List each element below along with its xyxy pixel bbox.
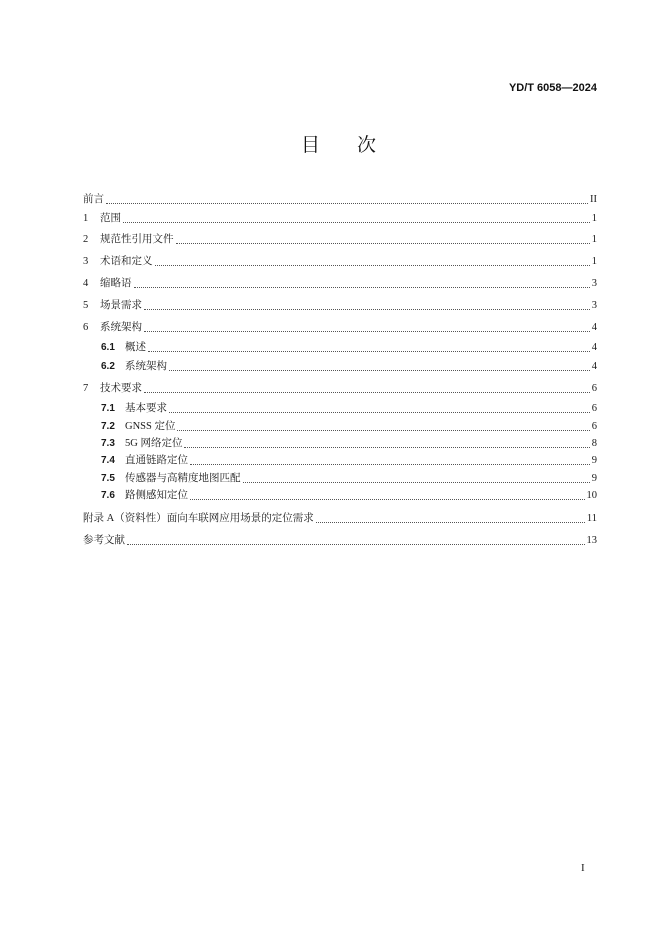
document-code: YD/T 6058—2024 <box>508 82 597 94</box>
toc-leader-dots <box>177 429 589 431</box>
toc-entry-page: 4 <box>591 342 597 353</box>
toc-entry-number: 7.5 <box>101 473 115 484</box>
toc-entry-number: 5 <box>83 300 89 311</box>
toc-entry[interactable] <box>83 193 597 207</box>
toc-leader-dots <box>123 221 590 223</box>
toc-entry-page: 4 <box>591 361 597 372</box>
toc-entry-number: 7 <box>83 383 89 394</box>
toc-entry[interactable] <box>101 360 597 374</box>
toc-entry-number: 7.1 <box>101 403 115 414</box>
toc-entry-title: 场景需求 <box>100 300 142 311</box>
toc-entry[interactable] <box>83 534 597 548</box>
toc-entry-number: 7.4 <box>101 455 115 466</box>
toc-entry-page: II <box>590 194 597 205</box>
toc-entry-page: 6 <box>591 403 597 414</box>
toc-entry[interactable] <box>101 341 597 355</box>
toc-entry-title: 技术要求 <box>100 383 142 394</box>
toc-leader-dots <box>190 498 585 500</box>
toc-entry-number: 6.1 <box>101 342 115 353</box>
toc-entry-title: 附录 A（资料性）面向车联网应用场景的定位需求 <box>83 513 314 524</box>
toc-leader-dots <box>243 481 590 483</box>
toc-entry[interactable] <box>101 437 597 451</box>
toc-entry[interactable] <box>83 233 597 247</box>
toc-leader-dots <box>144 308 590 310</box>
toc-entry-number: 7.3 <box>101 438 115 449</box>
toc-entry-number: 2 <box>83 234 89 245</box>
toc-entry-number: 4 <box>83 278 89 289</box>
toc-leader-dots <box>144 391 590 393</box>
toc-entry-number: 6.2 <box>101 361 115 372</box>
toc-leader-dots <box>184 446 589 448</box>
toc-entry-title: 传感器与高精度地图匹配 <box>125 473 241 484</box>
toc-leader-dots <box>127 543 585 545</box>
toc-entry-page: 1 <box>591 256 597 267</box>
toc-leader-dots <box>155 264 590 266</box>
toc-entry-title: 缩略语 <box>100 278 132 289</box>
toc-leader-dots <box>134 286 590 288</box>
toc-entry-title: 5G 网络定位 <box>125 438 183 449</box>
toc-entry-number: 6 <box>83 322 89 333</box>
toc-leader-dots <box>316 521 585 523</box>
toc-entry-page: 9 <box>591 455 597 466</box>
toc-entry-page: 6 <box>591 383 597 394</box>
toc-entry[interactable] <box>101 489 597 503</box>
toc-entry-title: 术语和定义 <box>100 256 153 267</box>
toc-entry-title: 系统架构 <box>100 322 142 333</box>
toc-entry-page: 1 <box>591 234 597 245</box>
toc-entry-title: GNSS 定位 <box>125 421 176 432</box>
toc-entry-page: 8 <box>591 438 597 449</box>
toc-entry-title: 范围 <box>100 213 121 224</box>
toc-entry-page: 3 <box>591 278 597 289</box>
toc-entry-title: 规范性引用文件 <box>100 234 174 245</box>
toc-entry-page: 11 <box>586 513 597 524</box>
toc-entry[interactable] <box>101 472 597 486</box>
toc-entry[interactable] <box>101 454 597 468</box>
toc-entry-title: 前言 <box>83 194 104 205</box>
toc-entry-page: 9 <box>591 473 597 484</box>
page-number: I <box>581 862 585 874</box>
toc-entry[interactable] <box>83 321 597 335</box>
toc-entry[interactable] <box>83 299 597 313</box>
toc-entry-number: 7.2 <box>101 421 115 432</box>
toc-entry-page: 6 <box>591 421 597 432</box>
toc-entry-title: 路侧感知定位 <box>125 490 188 501</box>
toc-entry[interactable] <box>83 277 597 291</box>
toc-entry-page: 13 <box>586 535 597 546</box>
toc-entry[interactable] <box>83 512 597 526</box>
toc-entry-title: 概述 <box>125 342 146 353</box>
toc-entry-number: 1 <box>83 213 89 224</box>
toc-entry[interactable] <box>101 402 597 416</box>
toc-entry[interactable] <box>83 212 597 226</box>
toc-entry-page: 1 <box>591 213 597 224</box>
toc-leader-dots <box>169 411 590 413</box>
toc-entry-title: 直通链路定位 <box>125 455 188 466</box>
toc-entry-title: 系统架构 <box>125 361 167 372</box>
toc-entry-number: 3 <box>83 256 89 267</box>
toc-entry-number: 7.6 <box>101 490 115 501</box>
toc-entry-title: 基本要求 <box>125 403 167 414</box>
toc-leader-dots <box>106 202 588 204</box>
toc-entry-title: 参考文献 <box>83 535 125 546</box>
toc-entry-page: 4 <box>591 322 597 333</box>
toc-entry[interactable] <box>83 255 597 269</box>
toc-entry[interactable] <box>101 420 597 434</box>
toc-leader-dots <box>144 330 590 332</box>
toc-entry-page: 3 <box>591 300 597 311</box>
toc-entry[interactable] <box>83 382 597 396</box>
toc-entry-page: 10 <box>586 490 597 501</box>
toc-leader-dots <box>148 350 590 352</box>
toc-leader-dots <box>169 369 590 371</box>
toc-leader-dots <box>190 463 590 465</box>
toc-leader-dots <box>176 242 590 244</box>
page-title: 目 次 <box>301 134 386 156</box>
